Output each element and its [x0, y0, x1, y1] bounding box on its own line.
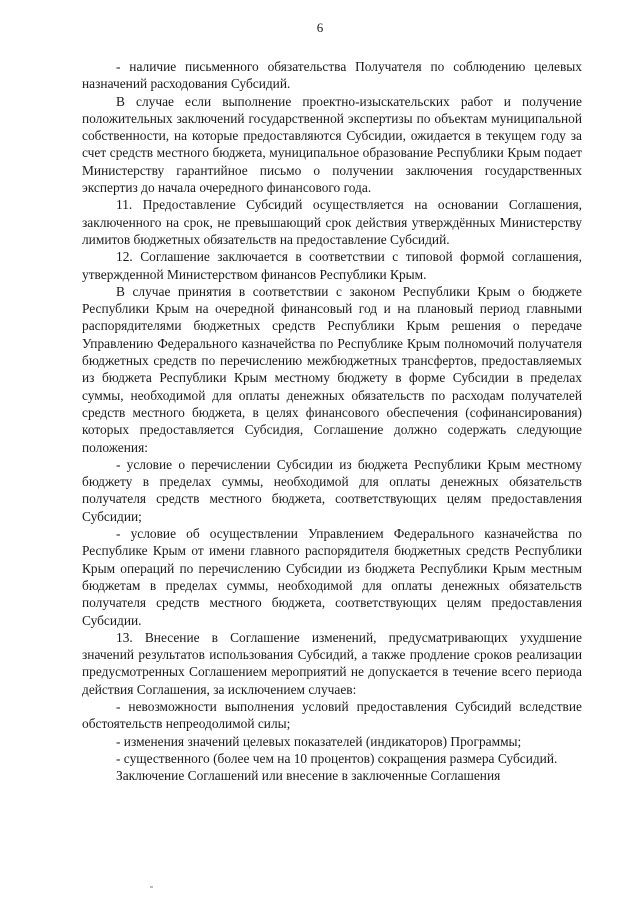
- paragraph-clause-13: 13. Внесение в Соглашение изменений, предусматривающих ухудшение значений результатов использования Субсидий, а также продление сроков реализации предусмотренных Соглашением мероприятий не допускается в течение всего периода действия Соглашения, за исключением случаев:: [82, 629, 582, 697]
- paragraph-subsidy-reduction: - существенного (более чем на 10 процентов) сокращения размера Субсидий.: [116, 750, 558, 766]
- paragraph-force-majeure: - невозможности выполнения условий предоставления Субсидий вследствие обстоятельств непреодолимой силы;: [82, 698, 582, 732]
- paragraph-clause-11: 11. Предоставление Субсидий осуществляется на основании Соглашения, заключенного на срок, не превышающий срок действия утверждённых Министерству лимитов бюджетных обязательств на предоставление Субсидий.: [82, 197, 582, 247]
- scan-speck: [150, 886, 153, 888]
- page-number: 6: [316, 20, 324, 35]
- paragraph-agreements-conclusion: Заключение Соглашений или внесение в заключенные Соглашения: [116, 768, 501, 784]
- paragraph-treasury-transfer: В случае принятия в соответствии с законом Республики Крым о бюджете Республики Крым на очередной финансовый год и на плановый период главными распорядителями бюджетных средств Республики Крым решения о передаче Управлению Федерального казначейства по Республике Крым полномочий получателя бюджетных средств по перечислению межбюджетных трансфертов, предоставляемых из бюджета Республики Крым местному бюджету в форме Субсидии в пределах суммы, необходимой для оплаты денежных обязательств по расходам получателей средств местного бюджета, в целях финансового обеспечения (софинансирования) которых предоставляется Субсидия, Соглашение должно содержать следующие положения:: [82, 283, 582, 455]
- paragraph-obligation-item: - наличие письменного обязательства Получателя по соблюдению целевых назначений расходования Субсидий.: [82, 59, 582, 92]
- paragraph-indicators-change: - изменения значений целевых показателей (индикаторов) Программы;: [116, 733, 522, 749]
- paragraph-condition-treasury: - условие об осуществлении Управлением Федерального казначейства по Республике Крым от имени главного распорядителя бюджетных средств Республики Крым операций по перечислению Субсидии из бюджета Республики Крым местным бюджетам в пределах суммы, необходимой для оплаты денежных обязательств получателя средств местного бюджета, соответствующих целям предоставления Субсидии.: [82, 526, 582, 628]
- paragraph-clause-12: 12. Соглашение заключается в соответствии с типовой формой соглашения, утвержденной Министерством финансов Республики Крым.: [82, 249, 582, 282]
- paragraph-condition-transfer: - условие о перечислении Субсидии из бюджета Республики Крым местному бюджету в пределах суммы, необходимой для оплаты денежных обязательств получателя средств местного бюджета, соответствующих целям предоставления Субсидии;: [82, 456, 582, 524]
- paragraph-design-survey: В случае если выполнение проектно-изыскательских работ и получение положительных заключений государственной экспертизы по объектам муниципальной собственности, на которые предоставляются Субсидии, ожидается в текущем году за счет средств местного бюджета, муниципальное образование Республики Крым подает Министерству гарантийное письмо о получении заключения государственных экспертиз до начала очередного финансового года.: [82, 93, 582, 196]
- document-body: [82, 58, 582, 784]
